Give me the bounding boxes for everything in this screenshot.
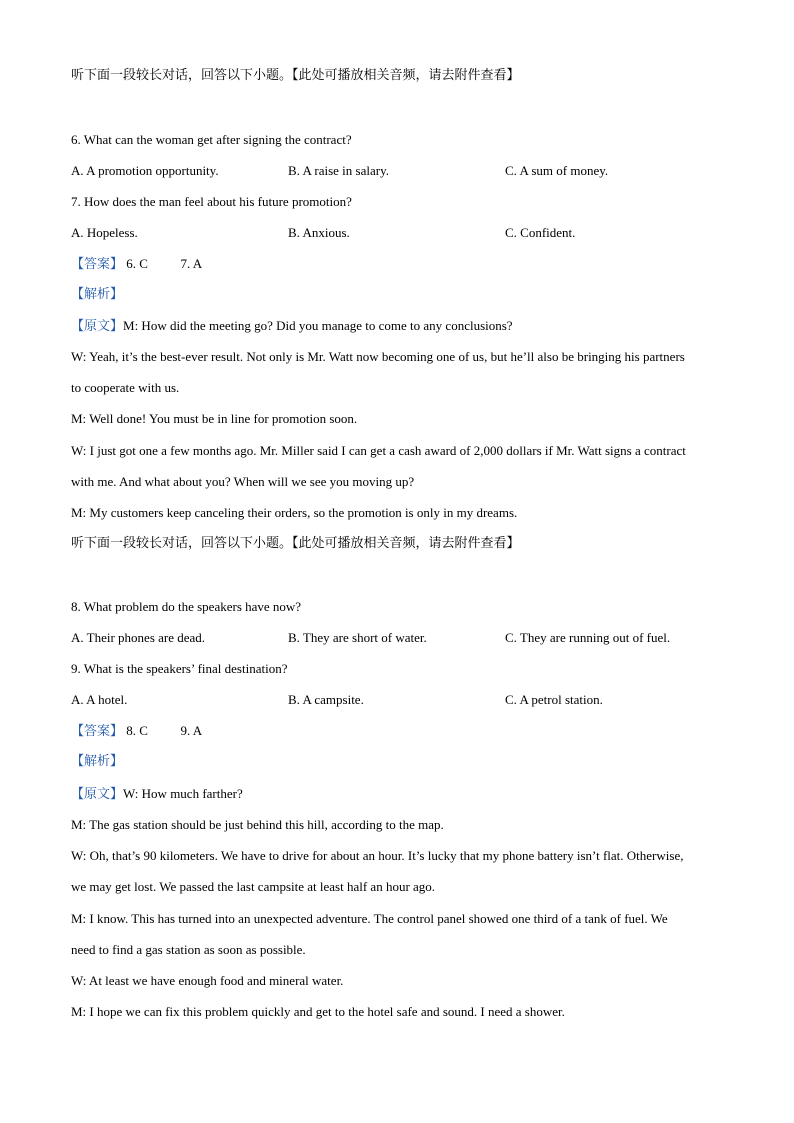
- answer-8: 8. C: [126, 723, 148, 738]
- transcript-text: W: How much farther?: [123, 786, 243, 801]
- transcript-line: M: I hope we can fix this problem quickly and get to the hotel safe and sound. I need a shower.: [71, 1004, 565, 1019]
- option-7a: A. Hopeless.: [71, 225, 138, 240]
- transcript-line: W: At least we have enough food and mineral water.: [71, 973, 344, 988]
- answer-9: 9. A: [180, 723, 203, 738]
- option-8a: A. Their phones are dead.: [71, 630, 206, 645]
- transcript-line: [71, 786, 243, 803]
- answer-6: 6. C: [126, 256, 148, 271]
- option-8c: C. They are running out of fuel.: [505, 630, 671, 645]
- transcript-line: M: I know. This has turned into an unexpected adventure. The control panel showed one third of a tank of fuel. We: [71, 911, 668, 926]
- transcript-label: 【原文】: [71, 319, 124, 334]
- answer-7: 7. A: [180, 256, 203, 271]
- analysis-label: 【解析】: [71, 287, 124, 302]
- option-6b: B. A raise in salary.: [288, 163, 389, 178]
- transcript-line: need to find a gas station as soon as possible.: [71, 942, 306, 957]
- transcript-line: we may get lost. We passed the last campsite at least half an hour ago.: [71, 879, 436, 894]
- answer-label: 【答案】: [71, 724, 124, 739]
- option-9c: C. A petrol station.: [505, 692, 603, 707]
- document-page: [71, 0, 731, 1123]
- transcript-label: 【原文】: [71, 787, 124, 802]
- transcript-line: with me. And what about you? When will we see you moving up?: [71, 474, 415, 489]
- transcript-line: to cooperate with us.: [71, 380, 180, 395]
- question-9: 9. What is the speakers’ final destination?: [71, 661, 288, 676]
- option-8b: B. They are short of water.: [288, 630, 427, 645]
- answer-line-1: [71, 256, 202, 273]
- analysis-label: 【解析】: [71, 754, 124, 769]
- option-7b: B. Anxious.: [288, 225, 350, 240]
- transcript-line: M: My customers keep canceling their orders, so the promotion is only in my dreams.: [71, 505, 518, 520]
- option-9a: A. A hotel.: [71, 692, 128, 707]
- answer-label: 【答案】: [71, 257, 124, 272]
- transcript-line: W: Oh, that’s 90 kilometers. We have to drive for about an hour. It’s lucky that my phone battery isn’t flat. Otherwise,: [71, 848, 684, 863]
- transcript-line: W: I just got one a few months ago. Mr. Miller said I can get a cash award of 2,000 dollars if Mr. Watt signs a contract: [71, 443, 686, 458]
- option-6a: A. A promotion opportunity.: [71, 163, 219, 178]
- question-7: 7. How does the man feel about his future promotion?: [71, 194, 352, 209]
- transcript-line: W: Yeah, it’s the best-ever result. Not only is Mr. Watt now becoming one of us, but he’ll also be bringing his partners: [71, 349, 685, 364]
- transcript-line: M: Well done! You must be in line for promotion soon.: [71, 411, 358, 426]
- section1-instruction: 听下面一段较长对话，回答以下小题。【此处可播放相关音频，请去附件查看】: [71, 68, 520, 83]
- question-6: 6. What can the woman get after signing the contract?: [71, 132, 352, 147]
- section2-instruction: 听下面一段较长对话，回答以下小题。【此处可播放相关音频，请去附件查看】: [71, 536, 520, 551]
- option-6c: C. A sum of money.: [505, 163, 609, 178]
- option-7c: C. Confident.: [505, 225, 576, 240]
- option-9b: B. A campsite.: [288, 692, 364, 707]
- answer-line-2: [71, 723, 202, 740]
- transcript-text: M: How did the meeting go? Did you manage to come to any conclusions?: [123, 318, 513, 333]
- question-8: 8. What problem do the speakers have now?: [71, 599, 302, 614]
- transcript-line: M: The gas station should be just behind this hill, according to the map.: [71, 817, 444, 832]
- transcript-line: [71, 318, 513, 335]
